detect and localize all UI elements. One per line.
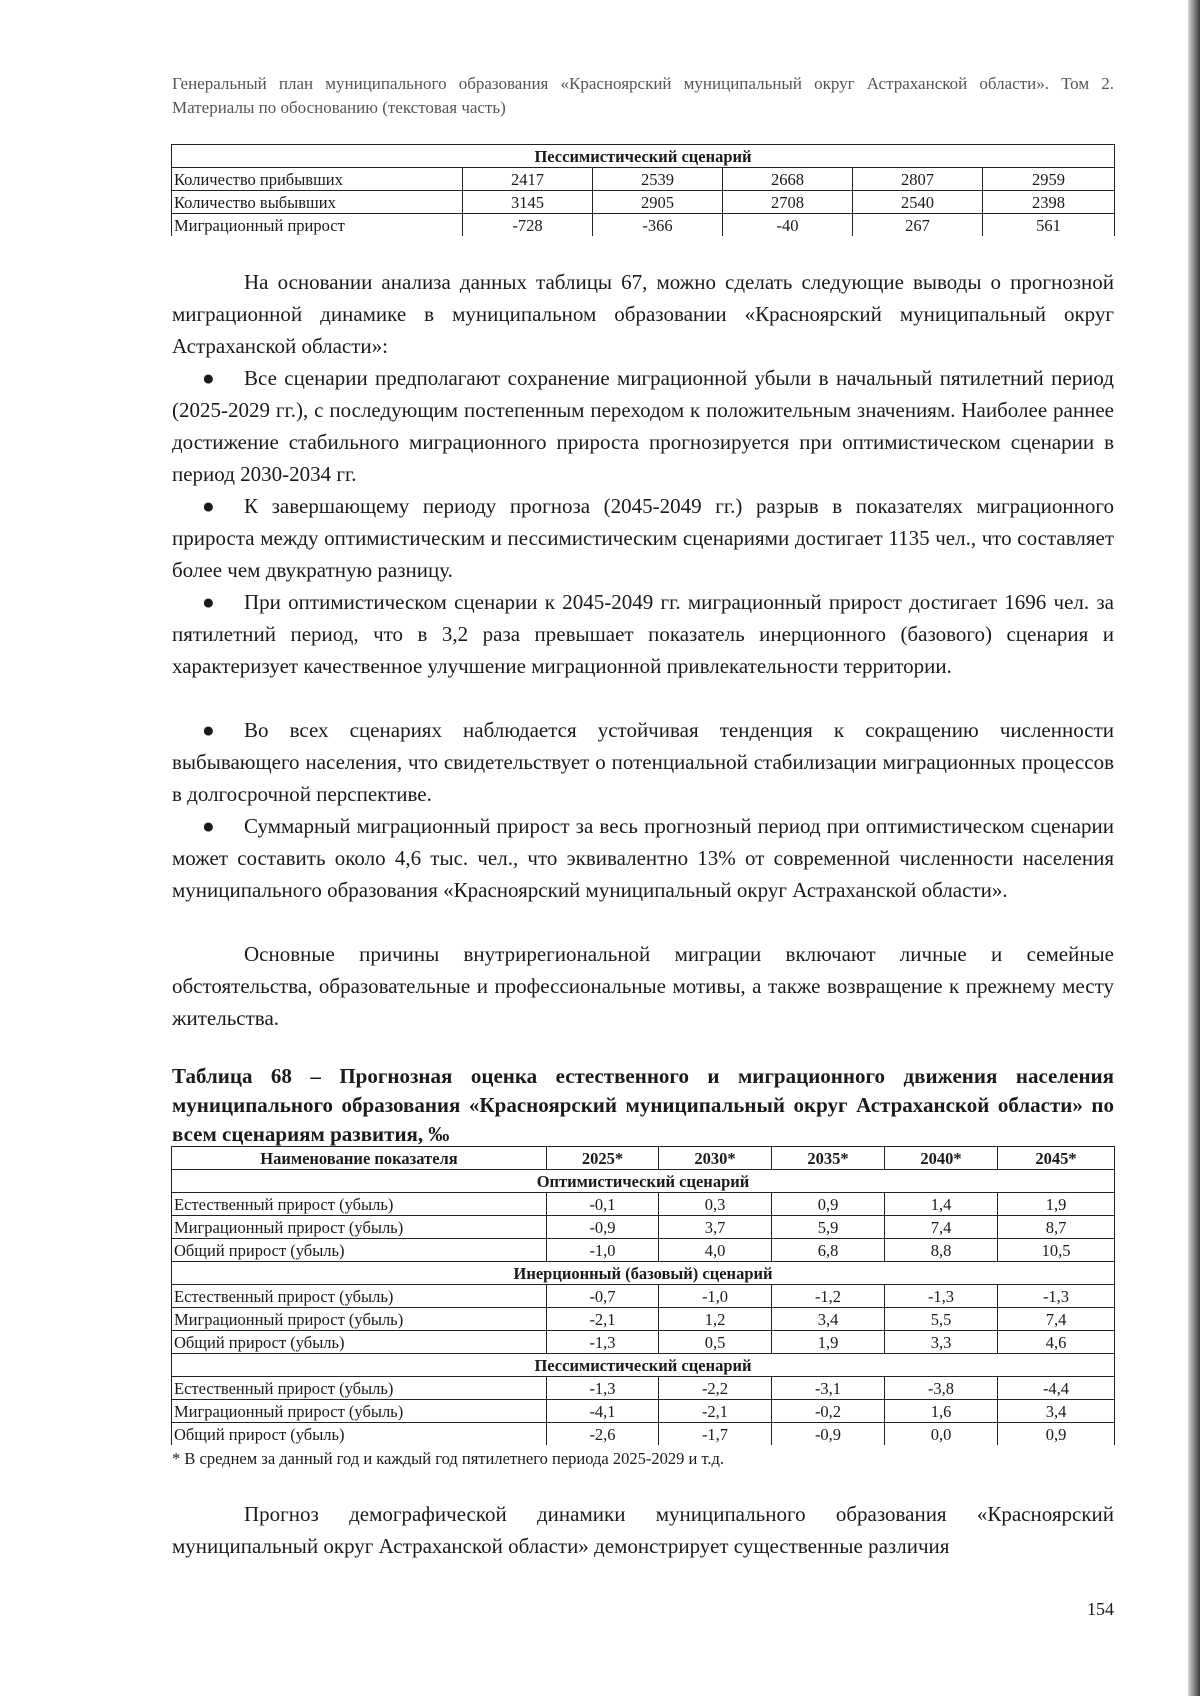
cell: -1,3: [547, 1331, 659, 1354]
bullet-item: [172, 586, 1114, 682]
row-label: Общий прирост (убыль): [172, 1331, 547, 1354]
row-label: Общий прирост (убыль): [172, 1239, 547, 1262]
cell: -366: [593, 214, 723, 237]
table-row: [172, 1193, 1115, 1216]
table-header-row: [172, 1147, 1115, 1170]
table-section-row: [172, 1262, 1115, 1285]
row-label: Естественный прирост (убыль): [172, 1193, 547, 1216]
cell: 3,4: [998, 1400, 1115, 1423]
cell: -3,8: [885, 1377, 998, 1400]
table-row: [172, 1239, 1115, 1262]
table-68-caption: Таблица 68 – Прогнозная оценка естественного и миграционного движения населения муниципального образования «Красноярский муниципальный округ Астраханской области» по всем сценариям развития, ‰: [172, 1064, 1114, 1146]
cell: 0,0: [885, 1423, 998, 1446]
cell: 267: [853, 214, 983, 237]
cell: -728: [463, 214, 593, 237]
cell: 0,5: [659, 1331, 772, 1354]
bullet-icon: ●: [202, 366, 215, 390]
column-header: 2040*: [885, 1147, 998, 1170]
cell: 2959: [983, 168, 1115, 191]
reasons-paragraph: Основные причины внутрирегиональной миграции включают личные и семейные обстоятельства, образовательные и профессиональные мотивы, а также возвращение к прежнему месту жительства.: [172, 942, 1114, 1030]
document-header: Генеральный план муниципального образования «Красноярский муниципальный округ Астраханской области». Том 2. Материалы по обоснованию (текстовая часть): [172, 74, 1114, 117]
table-row: [172, 214, 1115, 237]
cell: -1,7: [659, 1423, 772, 1446]
column-header: 2035*: [772, 1147, 885, 1170]
row-label: Миграционный прирост (убыль): [172, 1216, 547, 1239]
table-row: [172, 1216, 1115, 1239]
cell: 2807: [853, 168, 983, 191]
cell: 2708: [723, 191, 853, 214]
bullet-icon: ●: [202, 718, 215, 742]
column-header: 2045*: [998, 1147, 1115, 1170]
cell: -2,1: [547, 1308, 659, 1331]
cell: 2417: [463, 168, 593, 191]
cell: -0,2: [772, 1400, 885, 1423]
bullet-text: Суммарный миграционный прирост за весь прогнозный период при оптимистическом сценарии может составить около 4,6 тыс. чел., что эквивалентно 13% от современной численности населения муниципального образования «Красноярский муниципальный округ Астраханской области».: [172, 814, 1114, 902]
row-label: Миграционный прирост: [172, 214, 463, 237]
table-section-row: [172, 145, 1115, 168]
cell: -4,1: [547, 1400, 659, 1423]
cell: 10,5: [998, 1239, 1115, 1262]
cell: 2398: [983, 191, 1115, 214]
row-label: Общий прирост (убыль): [172, 1423, 547, 1446]
bullet-icon: ●: [202, 590, 215, 614]
bullet-text: Все сценарии предполагают сохранение миграционной убыли в начальный пятилетний период (2025-2029 гг.), с последующим постепенным переходом к положительным значениям. Наиболее раннее достижение стабильного миграционного прироста прогнозируется при оптимистическом сценарии в период 2030-2034 гг.: [172, 366, 1114, 486]
bullet-item: [172, 490, 1114, 586]
cell: -1,3: [885, 1285, 998, 1308]
cell: 2905: [593, 191, 723, 214]
bullet-text: Во всех сценариях наблюдается устойчивая тенденция к сокращению численности выбывающего населения, что свидетельствует о потенциальной стабилизации миграционных процессов в долгосрочной перспективе.: [172, 718, 1114, 806]
row-label: Миграционный прирост (убыль): [172, 1308, 547, 1331]
table-68: [171, 1146, 1115, 1445]
bullet-text: К завершающему периоду прогноза (2045-2049 гг.) разрыв в показателях миграционного прироста между оптимистическим и пессимистическим сценариями достигает 1135 чел., что составляет более чем двукратную разницу.: [172, 494, 1114, 582]
cell: -0,1: [547, 1193, 659, 1216]
cell: 2539: [593, 168, 723, 191]
table-section-row: [172, 1354, 1115, 1377]
row-label: Естественный прирост (убыль): [172, 1285, 547, 1308]
cell: 0,3: [659, 1193, 772, 1216]
table-footnote: * В среднем за данный год и каждый год пятилетнего периода 2025-2029 и т.д.: [172, 1449, 725, 1468]
table-row: [172, 191, 1115, 214]
cell: -40: [723, 214, 853, 237]
closing-paragraph: Прогноз демографической динамики муниципального образования «Красноярский муниципальный округ Астраханской области» демонстрирует существенные различия: [172, 1502, 1114, 1558]
row-label: Миграционный прирост (убыль): [172, 1400, 547, 1423]
table-67-continuation: [171, 144, 1115, 236]
cell: 3,3: [885, 1331, 998, 1354]
row-label: Естественный прирост (убыль): [172, 1377, 547, 1400]
cell: -1,2: [772, 1285, 885, 1308]
column-header: Наименование показателя: [172, 1147, 547, 1170]
cell: 561: [983, 214, 1115, 237]
column-header: 2030*: [659, 1147, 772, 1170]
table-row: [172, 168, 1115, 191]
table-row: [172, 1331, 1115, 1354]
cell: -3,1: [772, 1377, 885, 1400]
section-title: Оптимистический сценарий: [172, 1170, 1115, 1193]
cell: -4,4: [998, 1377, 1115, 1400]
table-row: [172, 1400, 1115, 1423]
cell: -1,0: [659, 1285, 772, 1308]
cell: 1,9: [772, 1331, 885, 1354]
cell: 6,8: [772, 1239, 885, 1262]
cell: 4,6: [998, 1331, 1115, 1354]
cell: 1,6: [885, 1400, 998, 1423]
cell: 0,9: [772, 1193, 885, 1216]
cell: 8,7: [998, 1216, 1115, 1239]
cell: 3,7: [659, 1216, 772, 1239]
bullet-icon: ●: [202, 494, 215, 518]
cell: -2,2: [659, 1377, 772, 1400]
cell: 3,4: [772, 1308, 885, 1331]
cell: -0,7: [547, 1285, 659, 1308]
cell: 8,8: [885, 1239, 998, 1262]
cell: -2,1: [659, 1400, 772, 1423]
row-label: Количество прибывших: [172, 168, 463, 191]
cell: 7,4: [885, 1216, 998, 1239]
bullet-item: [172, 810, 1114, 906]
cell: 4,0: [659, 1239, 772, 1262]
bullet-icon: ●: [202, 814, 215, 838]
cell: 1,4: [885, 1193, 998, 1216]
table-row: [172, 1285, 1115, 1308]
row-label: Количество выбывших: [172, 191, 463, 214]
cell: 0,9: [998, 1423, 1115, 1446]
cell: 1,9: [998, 1193, 1115, 1216]
cell: -2,6: [547, 1423, 659, 1446]
cell: 2540: [853, 191, 983, 214]
cell: -1,3: [998, 1285, 1115, 1308]
table-section-row: [172, 1170, 1115, 1193]
cell: -0,9: [772, 1423, 885, 1446]
page-number: 154: [1087, 1599, 1114, 1619]
cell: -1,3: [547, 1377, 659, 1400]
intro-paragraph: На основании анализа данных таблицы 67, можно сделать следующие выводы о прогнозной миграционной динамике в муниципальном образовании «Красноярский муниципальный округ Астраханской области»:: [172, 270, 1114, 358]
cell: 5,5: [885, 1308, 998, 1331]
cell: 3145: [463, 191, 593, 214]
table-row: [172, 1423, 1115, 1446]
table-row: [172, 1308, 1115, 1331]
cell: 1,2: [659, 1308, 772, 1331]
table-row: [172, 1377, 1115, 1400]
section-title: Пессимистический сценарий: [172, 145, 1115, 168]
bullet-item: [172, 362, 1114, 490]
column-header: 2025*: [547, 1147, 659, 1170]
cell: -0,9: [547, 1216, 659, 1239]
cell: 2668: [723, 168, 853, 191]
cell: 7,4: [998, 1308, 1115, 1331]
cell: -1,0: [547, 1239, 659, 1262]
cell: 5,9: [772, 1216, 885, 1239]
section-title: Пессимистический сценарий: [172, 1354, 1115, 1377]
page-edge-shadow: [1188, 0, 1200, 1696]
bullet-item: [172, 714, 1114, 810]
bullet-text: При оптимистическом сценарии к 2045-2049 гг. миграционный прирост достигает 1696 чел. за пятилетний период, что в 3,2 раза превышает показатель инерционного (базового) сценария и характеризует качественное улучшение миграционной привлекательности территории.: [172, 590, 1114, 678]
section-title: Инерционный (базовый) сценарий: [172, 1262, 1115, 1285]
